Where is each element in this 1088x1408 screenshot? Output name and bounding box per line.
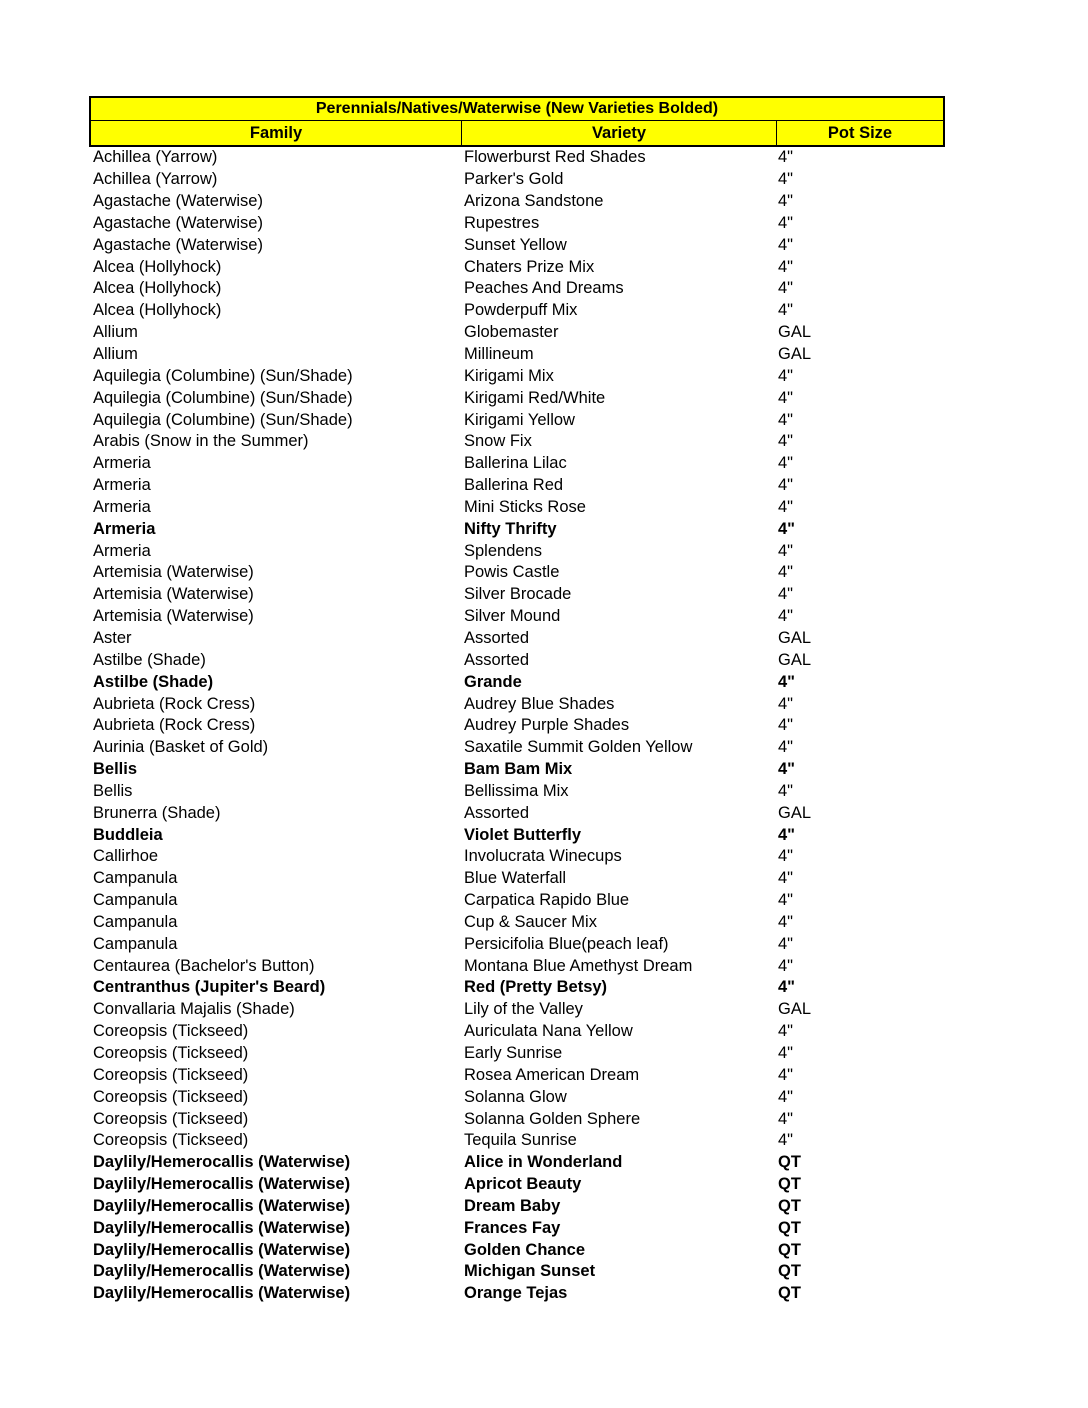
variety-cell: Parker's Gold xyxy=(464,170,564,189)
family-cell: Armeria xyxy=(93,497,151,516)
table-row xyxy=(89,387,945,409)
column-header-variety: Variety xyxy=(462,121,777,145)
table-row xyxy=(89,715,945,737)
family-cell: Aquilegia (Columbine) (Sun/Shade) xyxy=(93,410,353,429)
pot-size-cell: 4" xyxy=(778,476,794,495)
pot-size-cell: 4" xyxy=(778,1087,794,1106)
family-cell: Alcea (Hollyhock) xyxy=(93,279,222,298)
variety-cell: Globemaster xyxy=(464,323,559,342)
pot-size-cell: 4" xyxy=(778,1044,794,1063)
variety-cell: Apricot Beauty xyxy=(464,1175,582,1194)
pot-size-cell: 4" xyxy=(778,1131,794,1150)
table-row xyxy=(89,1064,945,1086)
family-cell: Buddleia xyxy=(93,825,163,844)
table-row xyxy=(89,1086,945,1108)
pot-size-cell: QT xyxy=(778,1153,801,1172)
pot-size-cell: GAL xyxy=(778,323,812,342)
pot-size-cell: 4" xyxy=(778,847,794,866)
family-cell: Daylily/Hemerocallis (Waterwise) xyxy=(93,1218,351,1237)
variety-cell: Powis Castle xyxy=(464,563,560,582)
pot-size-cell: 4" xyxy=(778,869,794,888)
family-cell: Aster xyxy=(93,628,132,647)
table-row xyxy=(89,912,945,934)
table-row xyxy=(89,737,945,759)
variety-cell: Assorted xyxy=(464,628,530,647)
pot-size-cell: QT xyxy=(778,1284,801,1303)
pot-size-cell: 4" xyxy=(778,912,794,931)
pot-size-cell: QT xyxy=(778,1218,801,1237)
family-cell: Campanula xyxy=(93,891,178,910)
pot-size-cell: 4" xyxy=(778,956,794,975)
variety-cell: Persicifolia Blue(peach leaf) xyxy=(464,934,669,953)
family-cell: Armeria xyxy=(93,541,151,560)
table-row xyxy=(89,846,945,868)
variety-cell: Flowerburst Red Shades xyxy=(464,148,646,167)
pot-size-cell: 4" xyxy=(778,519,795,538)
pot-size-cell: 4" xyxy=(778,279,794,298)
pot-size-cell: 4" xyxy=(778,607,794,626)
pot-size-cell: 4" xyxy=(778,454,794,473)
table-row xyxy=(89,322,945,344)
pot-size-cell: 4" xyxy=(778,257,794,276)
variety-cell: Solanna Glow xyxy=(464,1087,567,1106)
variety-cell: Mini Sticks Rose xyxy=(464,497,586,516)
variety-cell: Blue Waterfall xyxy=(464,869,567,888)
family-cell: Agastache (Waterwise) xyxy=(93,213,263,232)
table-row xyxy=(89,213,945,235)
variety-cell: Dream Baby xyxy=(464,1196,561,1215)
variety-cell: Chaters Prize Mix xyxy=(464,257,595,276)
table-row xyxy=(89,300,945,322)
table-row xyxy=(89,431,945,453)
table-row xyxy=(89,344,945,366)
variety-cell: Tequila Sunrise xyxy=(464,1131,577,1150)
family-cell: Daylily/Hemerocallis (Waterwise) xyxy=(93,1284,351,1303)
variety-cell: Audrey Purple Shades xyxy=(464,716,630,735)
family-cell: Alcea (Hollyhock) xyxy=(93,257,222,276)
family-cell: Brunerra (Shade) xyxy=(93,803,221,822)
table-row xyxy=(89,999,945,1021)
variety-cell: Involucrata Winecups xyxy=(464,847,622,866)
table-row xyxy=(89,759,945,781)
variety-cell: Michigan Sunset xyxy=(464,1262,596,1281)
pot-size-cell: 4" xyxy=(778,170,794,189)
family-cell: Bellis xyxy=(93,781,133,800)
family-cell: Daylily/Hemerocallis (Waterwise) xyxy=(93,1175,351,1194)
pot-size-cell: 4" xyxy=(778,672,795,691)
pot-size-cell: 4" xyxy=(778,934,794,953)
family-cell: Armeria xyxy=(93,476,151,495)
pot-size-cell: GAL xyxy=(778,628,812,647)
pot-size-cell: 4" xyxy=(778,1065,794,1084)
table-row xyxy=(89,1152,945,1174)
pot-size-cell: 4" xyxy=(778,410,794,429)
table-row xyxy=(89,278,945,300)
family-cell: Daylily/Hemerocallis (Waterwise) xyxy=(93,1196,351,1215)
table-row xyxy=(89,1283,945,1305)
variety-cell: Cup & Saucer Mix xyxy=(464,912,597,931)
table-row xyxy=(89,1261,945,1283)
pot-size-cell: 4" xyxy=(778,432,794,451)
column-header-family: Family xyxy=(91,121,462,145)
table-row xyxy=(89,1021,945,1043)
sheet-title xyxy=(89,96,945,121)
table-row xyxy=(89,780,945,802)
pot-size-cell: 4" xyxy=(778,585,794,604)
table-row xyxy=(89,540,945,562)
family-cell: Coreopsis (Tickseed) xyxy=(93,1044,249,1063)
variety-cell: Bellissima Mix xyxy=(464,781,569,800)
variety-cell: Montana Blue Amethyst Dream xyxy=(464,956,693,975)
variety-cell: Silver Brocade xyxy=(464,585,572,604)
family-cell: Daylily/Hemerocallis (Waterwise) xyxy=(93,1153,351,1172)
variety-cell: Grande xyxy=(464,672,522,691)
variety-cell: Carpatica Rapido Blue xyxy=(464,891,630,910)
table-row xyxy=(89,191,945,213)
family-cell: Armeria xyxy=(93,519,156,538)
family-cell: Coreopsis (Tickseed) xyxy=(93,1065,249,1084)
pot-size-cell: 4" xyxy=(778,716,794,735)
variety-cell: Violet Butterfly xyxy=(464,825,582,844)
pot-size-cell: GAL xyxy=(778,1000,812,1019)
variety-cell: Orange Tejas xyxy=(464,1284,568,1303)
family-cell: Aubrieta (Rock Cress) xyxy=(93,694,256,713)
pot-size-cell: 4" xyxy=(778,760,795,779)
table-row xyxy=(89,868,945,890)
table-row xyxy=(89,1108,945,1130)
pot-size-cell: GAL xyxy=(778,803,812,822)
pot-size-cell: 4" xyxy=(778,978,795,997)
table-row xyxy=(89,584,945,606)
plant-list-sheet xyxy=(89,96,945,1305)
pot-size-cell: 4" xyxy=(778,694,794,713)
variety-cell: Saxatile Summit Golden Yellow xyxy=(464,738,693,757)
variety-cell: Silver Mound xyxy=(464,607,561,626)
variety-cell: Golden Chance xyxy=(464,1240,586,1259)
family-cell: Coreopsis (Tickseed) xyxy=(93,1022,249,1041)
pot-size-cell: QT xyxy=(778,1175,801,1194)
pot-size-cell: 4" xyxy=(778,1109,794,1128)
pot-size-cell: GAL xyxy=(778,650,812,669)
table-body xyxy=(89,147,945,1305)
family-cell: Daylily/Hemerocallis (Waterwise) xyxy=(93,1262,351,1281)
table-row xyxy=(89,606,945,628)
table-row xyxy=(89,671,945,693)
variety-cell: Bam Bam Mix xyxy=(464,760,573,779)
pot-size-cell: 4" xyxy=(778,891,794,910)
pot-size-cell: QT xyxy=(778,1240,801,1259)
family-cell: Achillea (Yarrow) xyxy=(93,148,218,167)
family-cell: Agastache (Waterwise) xyxy=(93,235,263,254)
table-row xyxy=(89,628,945,650)
table-row xyxy=(89,365,945,387)
variety-cell: Assorted xyxy=(464,803,530,822)
family-cell: Artemisia (Waterwise) xyxy=(93,607,254,626)
pot-size-cell: 4" xyxy=(778,738,794,757)
family-cell: Aurinia (Basket of Gold) xyxy=(93,738,269,757)
table-row xyxy=(89,1130,945,1152)
variety-cell: Snow Fix xyxy=(464,432,532,451)
family-cell: Callirhoe xyxy=(93,847,159,866)
table-row xyxy=(89,1196,945,1218)
pot-size-cell: 4" xyxy=(778,213,794,232)
family-cell: Centranthus (Jupiter's Beard) xyxy=(93,978,326,997)
table-row xyxy=(89,256,945,278)
variety-cell: Frances Fay xyxy=(464,1218,561,1237)
family-cell: Astilbe (Shade) xyxy=(93,650,206,669)
variety-cell: Sunset Yellow xyxy=(464,235,567,254)
family-cell: Daylily/Hemerocallis (Waterwise) xyxy=(93,1240,351,1259)
family-cell: Coreopsis (Tickseed) xyxy=(93,1109,249,1128)
variety-cell: Nifty Thrifty xyxy=(464,519,557,538)
variety-cell: Arizona Sandstone xyxy=(464,192,604,211)
pot-size-cell: 4" xyxy=(778,301,794,320)
variety-cell: Early Sunrise xyxy=(464,1044,563,1063)
table-row xyxy=(89,824,945,846)
family-cell: Artemisia (Waterwise) xyxy=(93,563,254,582)
table-row xyxy=(89,977,945,999)
table-row xyxy=(89,955,945,977)
pot-size-cell: GAL xyxy=(778,345,812,364)
variety-cell: Kirigami Mix xyxy=(464,366,554,385)
sheet-title-text: Perennials/Natives/Waterwise (New Varieties Bolded) xyxy=(315,100,719,117)
family-cell: Campanula xyxy=(93,912,178,931)
table-row xyxy=(89,497,945,519)
table-row xyxy=(89,409,945,431)
family-cell: Coreopsis (Tickseed) xyxy=(93,1087,249,1106)
table-row xyxy=(89,890,945,912)
pot-size-cell: 4" xyxy=(778,781,794,800)
column-header-pot-size: Pot Size xyxy=(827,123,893,142)
column-header-row xyxy=(89,121,945,147)
variety-cell: Powderpuff Mix xyxy=(464,301,578,320)
variety-cell: Alice in Wonderland xyxy=(464,1153,623,1172)
variety-cell: Peaches And Dreams xyxy=(464,279,624,298)
pot-size-cell: 4" xyxy=(778,192,794,211)
pot-size-cell: QT xyxy=(778,1262,801,1281)
table-row xyxy=(89,693,945,715)
variety-cell: Red (Pretty Betsy) xyxy=(464,978,608,997)
table-row xyxy=(89,1043,945,1065)
table-row xyxy=(89,518,945,540)
table-row xyxy=(89,933,945,955)
variety-cell: Solanna Golden Sphere xyxy=(464,1109,641,1128)
family-cell: Armeria xyxy=(93,454,151,473)
pot-size-cell: 4" xyxy=(778,541,794,560)
variety-cell: Auriculata Nana Yellow xyxy=(464,1022,633,1041)
family-cell: Aquilegia (Columbine) (Sun/Shade) xyxy=(93,366,353,385)
table-row xyxy=(89,802,945,824)
family-cell: Campanula xyxy=(93,934,178,953)
variety-cell: Ballerina Lilac xyxy=(464,454,567,473)
table-row xyxy=(89,475,945,497)
table-row xyxy=(89,453,945,475)
family-cell: Aubrieta (Rock Cress) xyxy=(93,716,256,735)
pot-size-cell: 4" xyxy=(778,1022,794,1041)
table-row xyxy=(89,562,945,584)
variety-cell: Millineum xyxy=(464,345,534,364)
variety-cell: Splendens xyxy=(464,541,542,560)
family-cell: Astilbe (Shade) xyxy=(93,672,214,691)
family-cell: Artemisia (Waterwise) xyxy=(93,585,254,604)
table-row xyxy=(89,169,945,191)
pot-size-cell: 4" xyxy=(778,235,794,254)
table-row xyxy=(89,649,945,671)
pot-size-cell: 4" xyxy=(778,148,794,167)
pot-size-cell: 4" xyxy=(778,366,794,385)
family-cell: Centaurea (Bachelor's Button) xyxy=(93,956,315,975)
pot-size-cell: 4" xyxy=(778,497,794,516)
family-cell: Campanula xyxy=(93,869,178,888)
variety-cell: Kirigami Red/White xyxy=(464,388,606,407)
variety-cell: Kirigami Yellow xyxy=(464,410,575,429)
family-cell: Arabis (Snow in the Summer) xyxy=(93,432,309,451)
pot-size-cell: QT xyxy=(778,1196,801,1215)
family-cell: Allium xyxy=(93,323,138,342)
pot-size-cell: 4" xyxy=(778,388,794,407)
family-cell: Agastache (Waterwise) xyxy=(93,192,263,211)
pot-size-cell: 4" xyxy=(778,825,795,844)
variety-cell: Lily of the Valley xyxy=(464,1000,583,1019)
variety-cell: Rupestres xyxy=(464,213,540,232)
family-cell: Achillea (Yarrow) xyxy=(93,170,218,189)
table-row xyxy=(89,1174,945,1196)
family-cell: Allium xyxy=(93,345,138,364)
family-cell: Alcea (Hollyhock) xyxy=(93,301,222,320)
variety-cell: Assorted xyxy=(464,650,530,669)
variety-cell: Rosea American Dream xyxy=(464,1065,640,1084)
pot-size-cell: 4" xyxy=(778,563,794,582)
family-cell: Convallaria Majalis (Shade) xyxy=(93,1000,295,1019)
variety-cell: Ballerina Red xyxy=(464,476,564,495)
family-cell: Coreopsis (Tickseed) xyxy=(93,1131,249,1150)
variety-cell: Audrey Blue Shades xyxy=(464,694,615,713)
table-row xyxy=(89,1239,945,1261)
family-cell: Bellis xyxy=(93,760,138,779)
table-row xyxy=(89,1217,945,1239)
table-row xyxy=(89,234,945,256)
family-cell: Aquilegia (Columbine) (Sun/Shade) xyxy=(93,388,353,407)
table-row xyxy=(89,147,945,169)
